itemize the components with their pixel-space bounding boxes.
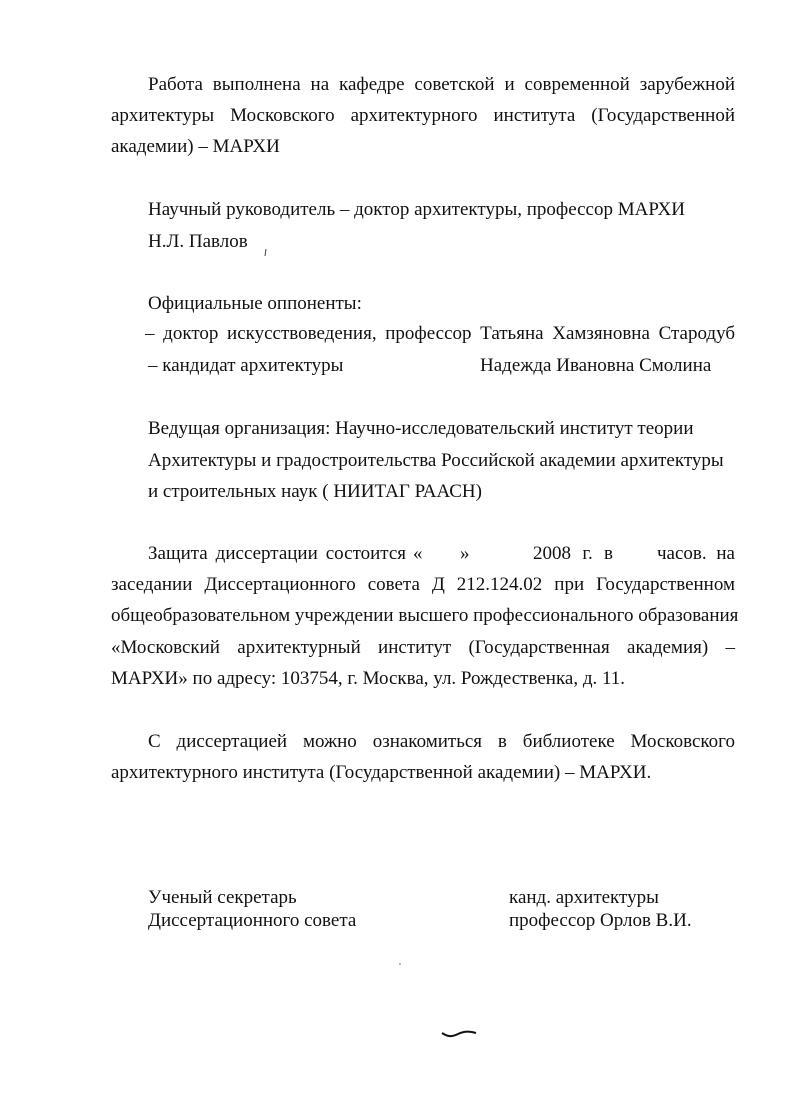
defense-close-quote: » (460, 543, 470, 564)
intro-line-1: Работа выполнена на кафедре советской и современной зарубежной (148, 74, 735, 95)
defense-year: 2008 г. в (533, 543, 613, 564)
lead-org-line-1: Ведущая организация: Научно-исследовательский институт теории (148, 418, 694, 439)
stray-mark (262, 248, 272, 258)
opponent-second-name: Надежда Ивановна Смолина (480, 355, 712, 376)
supervisor-line-1: Научный руководитель – доктор архитектуры, профессор МАРХИ (148, 199, 685, 220)
signature-right-line-1: канд. архитектуры (509, 887, 659, 908)
opponent-second-title: – кандидат архитектуры (148, 355, 344, 376)
defense-prefix: Защита диссертации состоится (148, 543, 406, 564)
dot-mark (398, 962, 402, 966)
library-line-1: С диссертацией можно ознакомиться в библиотеке Московского (148, 731, 735, 752)
opponents-heading: Официальные оппоненты: (148, 293, 362, 314)
defense-open-quote: « (413, 543, 423, 564)
intro-line-2: архитектуры Московского архитектурного института (Государственной (111, 105, 735, 126)
defense-line-2: заседании Диссертационного совета Д 212.124.02 при Государственном (111, 574, 735, 595)
library-line-2: архитектурного института (Государственной академии) – МАРХИ. (111, 762, 652, 783)
defense-line-3: общеобразовательном учреждении высшего профессионального образования (111, 605, 739, 626)
defense-line-5: МАРХИ» по адресу: 103754, г. Москва, ул. Рождественка, д. 11. (111, 668, 626, 689)
signature-left-line-1: Ученый секретарь (148, 887, 297, 908)
signature-left-line-2: Диссертационного совета (148, 910, 357, 931)
signature-right-line-2: профессор Орлов В.И. (509, 910, 692, 931)
lead-org-line-2: Архитектуры и градостроительства Российской академии архитектуры (148, 450, 724, 471)
defense-hours: часов. на (657, 543, 735, 564)
page-scribble-mark (440, 1026, 480, 1040)
lead-org-line-3: и строительных наук ( НИИТАГ РААСН) (148, 481, 482, 502)
opponent-first: – доктор искусствоведения, профессор Татьяна Хамзяновна Стародуб (145, 323, 735, 344)
defense-line-4: «Московский архитектурный институт (Государственная академия) – (111, 637, 735, 658)
intro-line-3: академии) – МАРХИ (111, 136, 280, 157)
supervisor-name: Н.Л. Павлов (148, 231, 248, 252)
